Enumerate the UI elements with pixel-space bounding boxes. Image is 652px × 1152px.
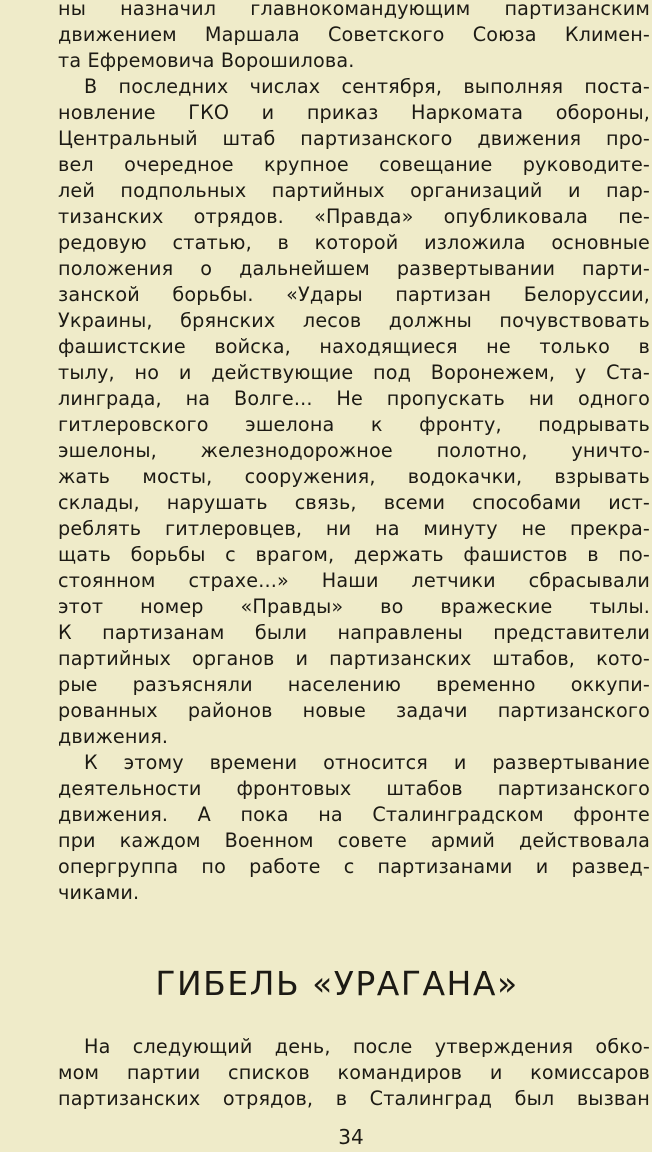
text-line: реблять гитлеровцев, ни на минуту не прекра- [58,517,650,540]
text-line: щать борьбы с врагом, держать фашистов в по- [58,543,650,566]
text-line: движением Маршала Советского Союза Климен- [58,23,650,46]
text-line: партийных органов и партизанских штабов, кото- [58,647,650,670]
text-line: движения. [58,725,169,748]
text-line: стоянном страхе...» Наши летчики сбрасывали [58,569,650,592]
text-line: эшелоны, железнодорожное полотно, уничто- [58,439,650,462]
text-line: рованных районов новые задачи партизанского [58,699,650,722]
text-line: лей подпольных партийных организаций и пар- [58,179,650,202]
page-number: 34 [338,1125,364,1149]
text-line: деятельности фронтовых штабов партизанского [58,777,650,800]
text-line: чиками. [58,881,140,904]
text-line: Центральный штаб партизанского движения про- [58,127,650,150]
text-line: тизанских отрядов. «Правда» опубликовала пе- [58,205,650,228]
text-line: На следующий день, после утверждения обко- [84,1035,650,1058]
text-line: мом партии списков командиров и комиссаров [58,1061,650,1084]
text-line: тылу, но и действующие под Воронежем, у Ста- [58,361,650,384]
text-line: К партизанам были направлены представители [58,621,650,644]
text-line: линграда, на Волге... Не пропускать ни одного [58,387,650,410]
text-line: опергруппа по работе с партизанами и развед- [58,855,650,878]
text-line: фашистские войска, находящиеся не только в [58,335,650,358]
text-line: жать мосты, сооружения, водокачки, взрывать [58,465,650,488]
text-line: Украины, брянских лесов должны почувствовать [58,309,650,332]
text-line: движения. А пока на Сталинградском фронте [58,803,650,826]
chapter-heading: ГИБЕЛЬ «УРАГАНА» [155,964,519,1003]
text-line: рые разъясняли населению временно оккупи- [58,673,650,696]
text-line: этот номер «Правды» во вражеские тылы. [58,595,650,618]
text-line: ны назначил главнокомандующим партизанским [58,0,650,20]
text-line: положения о дальнейшем развертывании парти- [58,257,650,280]
text-line: вел очередное крупное совещание руководите- [58,153,650,176]
text-line: та Ефремовича Ворошилова. [58,49,355,72]
text-line: В последних числах сентября, выполняя поста- [84,75,650,98]
text-line: склады, нарушать связь, всеми способами ист- [58,491,650,514]
text-line: гитлеровского эшелона к фронту, подрывать [58,413,650,436]
text-line: К этому времени относится и развертывание [84,751,650,774]
text-line: занской борьбы. «Удары партизан Белоруссии, [58,283,650,306]
text-line: редовую статью, в которой изложила основные [58,231,650,254]
text-line: при каждом Военном совете армий действовала [58,829,650,852]
text-line: партизанских отрядов, в Сталинград был вызван [58,1087,650,1110]
text-line: новление ГКО и приказ Наркомата обороны, [58,101,650,124]
